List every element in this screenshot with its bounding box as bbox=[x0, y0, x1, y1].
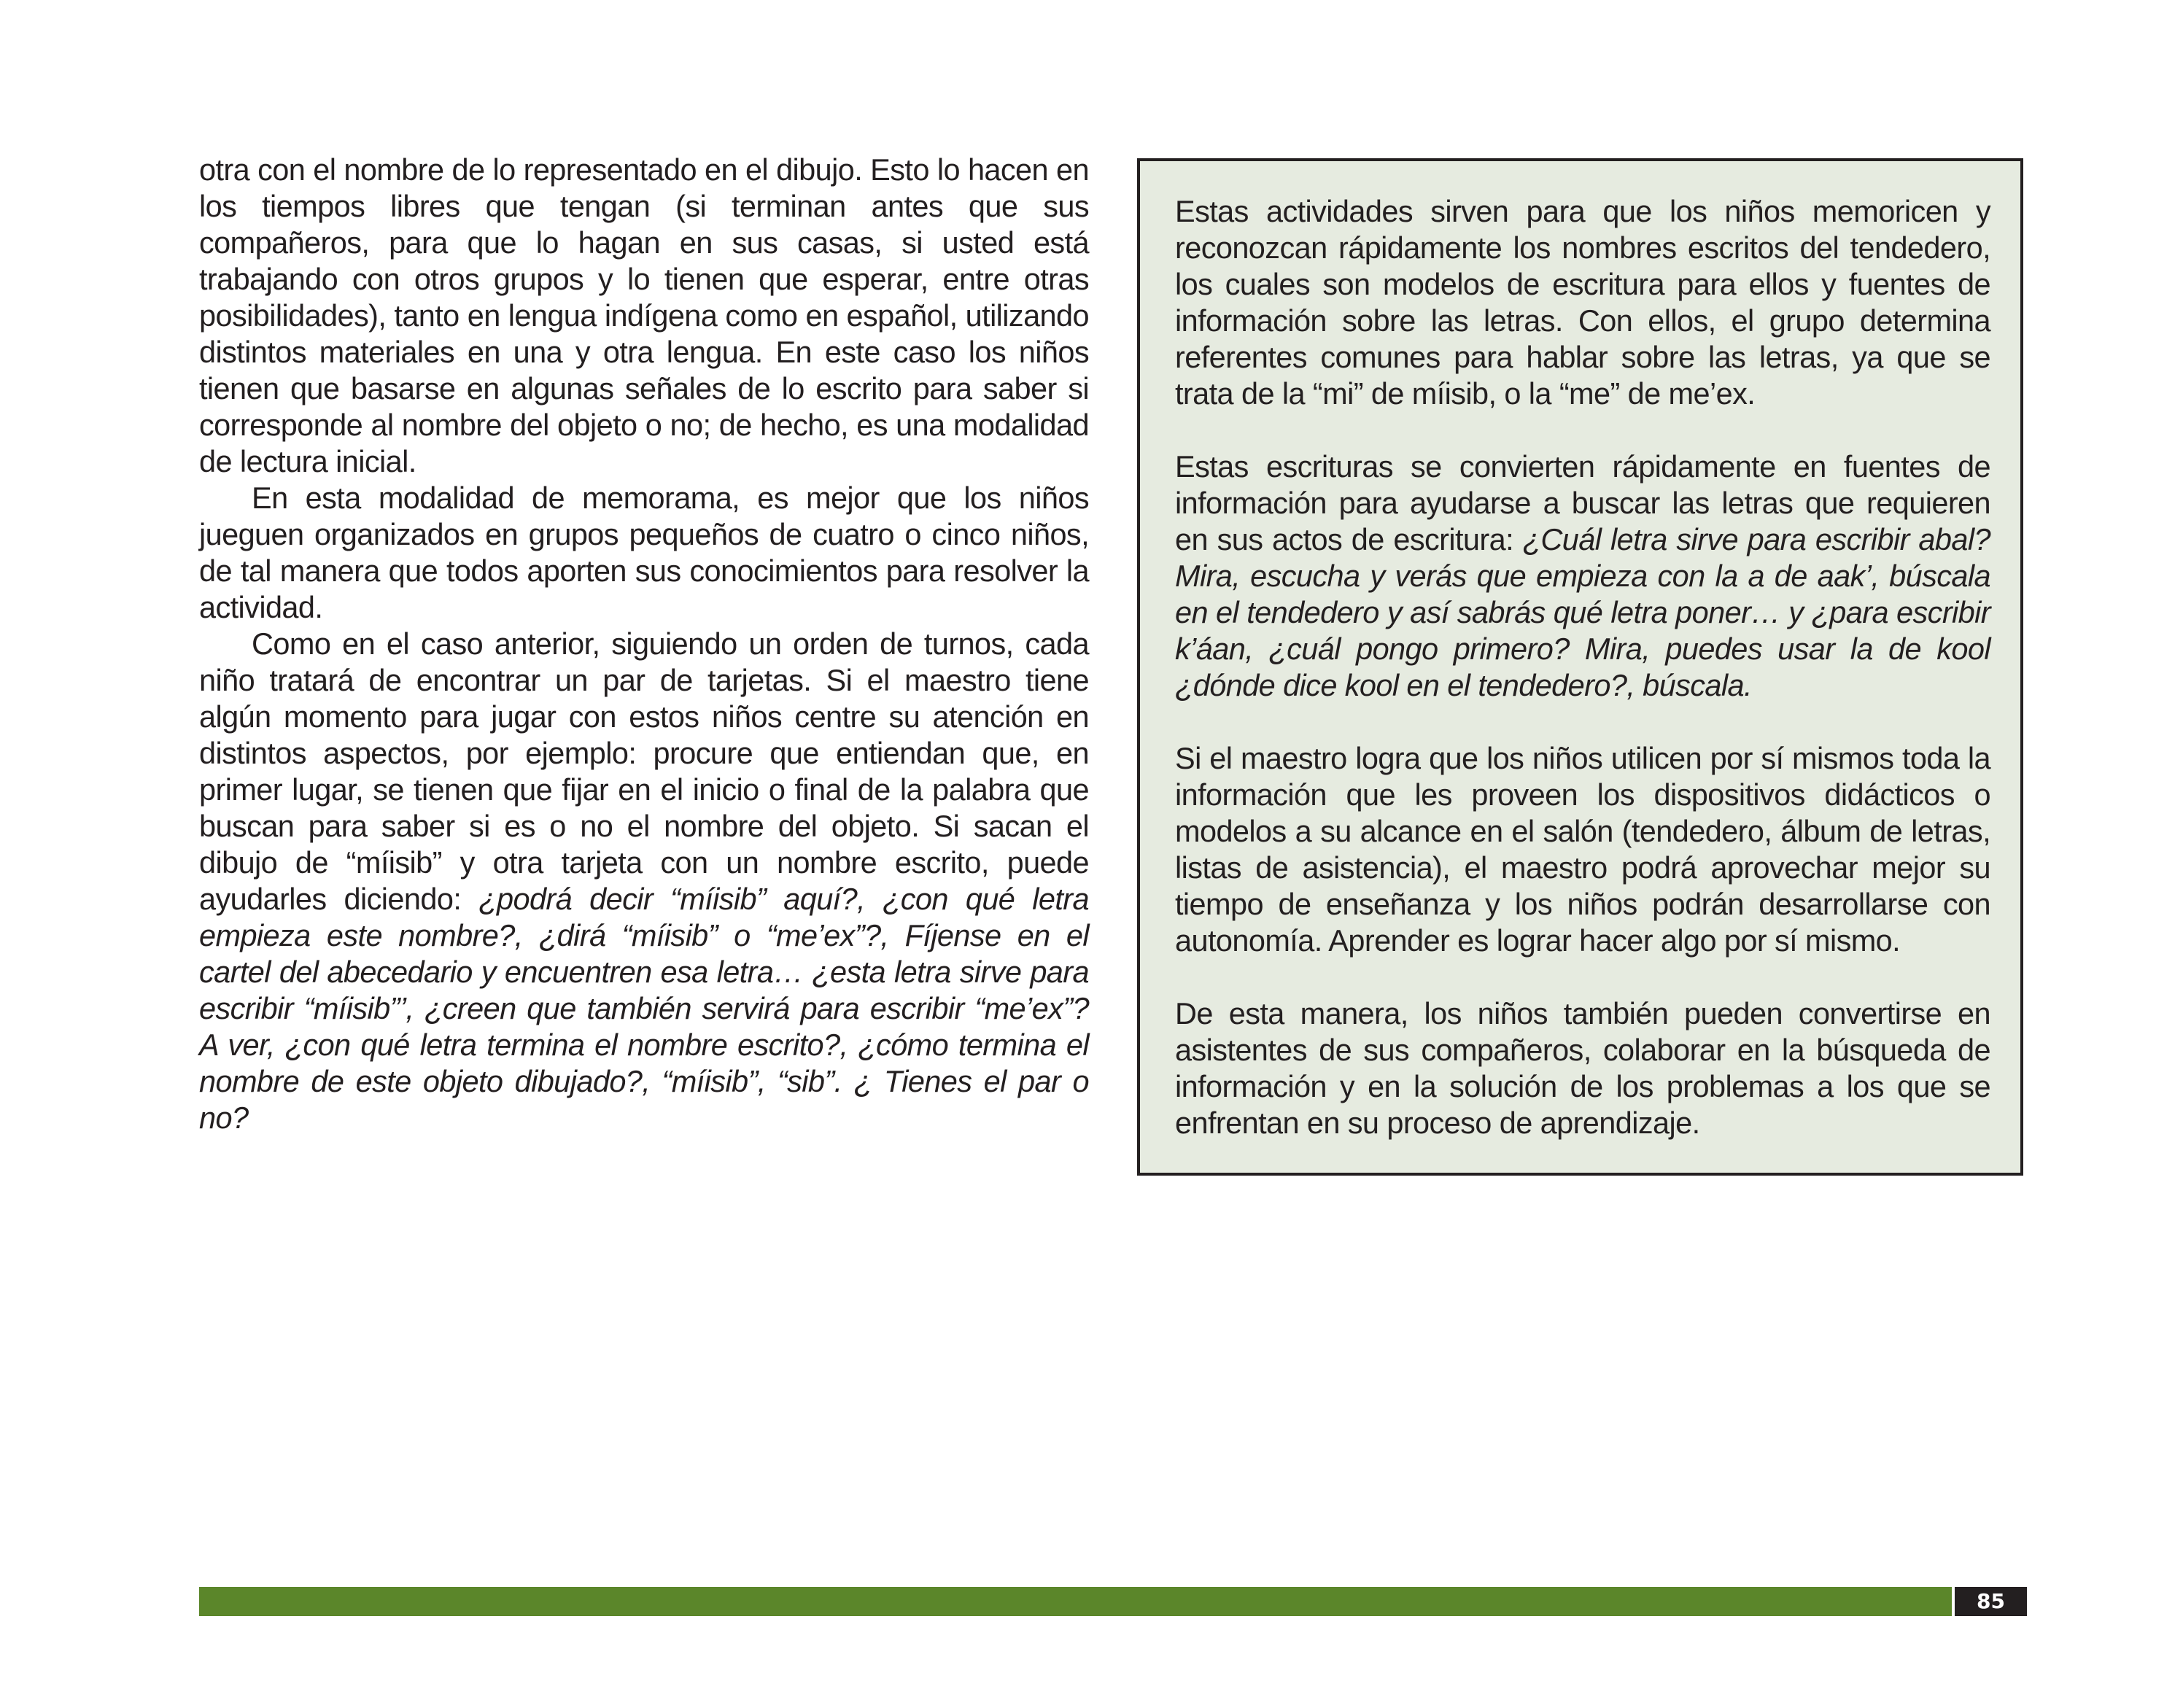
box-paragraph-1 bbox=[1175, 193, 1990, 412]
box-paragraph-3 bbox=[1175, 740, 1990, 959]
body-text-column bbox=[199, 152, 1089, 1136]
sidebar-note-box bbox=[1137, 158, 2023, 1176]
paragraph-1 bbox=[199, 152, 1089, 480]
paragraph-2-text: En esta modalidad de memorama, es mejor que los niños jueguen organizados en grupos pequeños de cuatro o cinco niños, de tal manera que todos aporten sus conocimientos para resolver la actividad. bbox=[199, 481, 1089, 624]
box-paragraph-2 bbox=[1175, 449, 1990, 704]
sidebar-note-content bbox=[1175, 193, 1990, 1178]
page-number: 85 bbox=[1955, 1587, 2027, 1616]
box-paragraph-2-italic-example: ¿Cuál letra sirve para escribir abal? Mira, escucha y verás que empieza con la a de aak’, búscala en el tendedero y así sabrás qué letra poner… y ¿para escribir k’áan, ¿cuál pongo primero? Mira, puedes usar la de kool ¿dónde dice kool en el tendedero?, búscala. bbox=[1175, 522, 1990, 702]
footer-green-bar bbox=[199, 1587, 1952, 1616]
paragraph-3-text: Como en el caso anterior, siguiendo un orden de turnos, cada niño tratará de encontrar un par de tarjetas. Si el maestro tiene algún momento para jugar con estos niños centre su atención en distintos aspectos, por ejemplo: procure que entiendan que, en primer lugar, se tienen que fijar en el inicio o final de la palabra que buscan para saber si es o no el nombre del objeto. Si sacan el dibujo de “míisib” y otra tarjeta con un nombre escrito, puede ayudarles diciendo: bbox=[199, 626, 1089, 916]
paragraph-1-text: otra con el nombre de lo representado en el dibujo. Esto lo hacen en los tiempos libres que tengan (si terminan antes que sus compañeros, para que lo hagan en sus casas, si usted está trabajando con otros grupos y lo tienen que esperar, entre otras posibilidades), tanto en lengua indígena como en español, utilizando distintos materiales en una y otra lengua. En este caso los niños tienen que basarse en algunas señales de lo escrito para saber si corresponde al nombre del objeto o no; de hecho, es una modalidad de lectura inicial. bbox=[199, 152, 1089, 478]
box-paragraph-4-text: De esta manera, los niños también pueden convertirse en asistentes de sus compañeros, colaborar en la búsqueda de información y en la solución de los problemas a los que se enfrentan en su proceso de aprendizaje. bbox=[1175, 996, 1990, 1140]
paragraph-3-italic-dialogue: ¿podrá decir “míisib” aquí?, ¿con qué letra empieza este nombre?, ¿dirá “míisib” o “me’ex”?, Fíjense en el cartel del abecedario y encuentren esa letra… ¿esta letra sirve para escribir “míisib”’, ¿creen que también servirá para escribir “me’ex”? A ver, ¿con qué letra termina el nombre escrito?, ¿cómo termina el nombre de este objeto dibujado?, “míisib”, “sib”. ¿ Tienes el par o no? bbox=[199, 882, 1089, 1135]
box-paragraph-1-text: Estas actividades sirven para que los niños memoricen y reconozcan rápidamente los nombres escritos del tendedero, los cuales son modelos de escritura para ellos y fuentes de información sobre las letras. Con ellos, el grupo determina referentes comunes para hablar sobre las letras, ya que se trata de la “mi” de míisib, o la “me” de me’ex. bbox=[1175, 194, 1990, 411]
box-paragraph-2-text: Estas escrituras se convierten rápidamente en fuentes de información para ayudarse a buscar las letras que requieren en sus actos de escritura: bbox=[1175, 449, 1990, 556]
box-paragraph-3-text: Si el maestro logra que los niños utilicen por sí mismos toda la información que les proveen los dispositivos didácticos o modelos a su alcance en el salón (tendedero, álbum de letras, listas de asistencia), el maestro podrá aprovechar mejor su tiempo de enseñanza y los niños podrán desarrollarse con autonomía. Aprender es lograr hacer algo por sí mismo. bbox=[1175, 741, 1990, 958]
paragraph-3 bbox=[199, 626, 1089, 1136]
box-paragraph-4 bbox=[1175, 995, 1990, 1141]
paragraph-2 bbox=[199, 480, 1089, 626]
